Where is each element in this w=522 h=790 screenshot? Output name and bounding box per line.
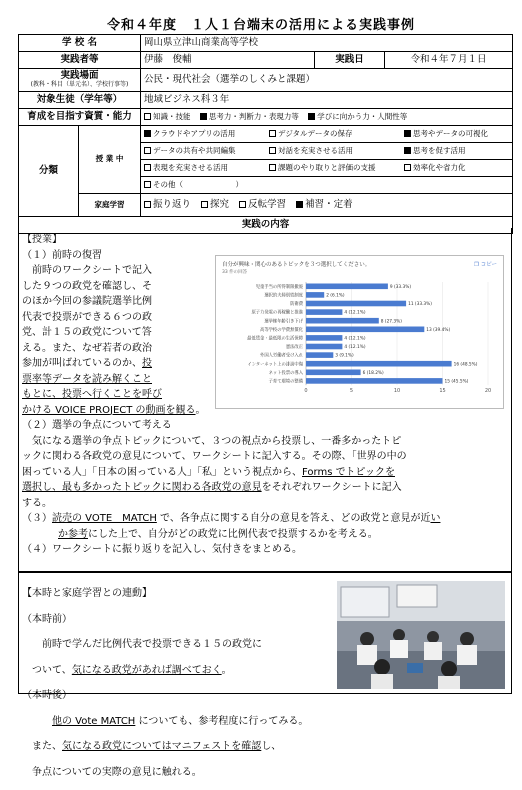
checkbox-icon bbox=[200, 113, 207, 120]
category-label: 原子力発電の再稼働と推進 bbox=[251, 310, 303, 316]
step4-line: （４）ワークシートに振り返りを記入し、気付きをまとめる。 bbox=[22, 544, 302, 555]
info-table bbox=[18, 34, 513, 234]
step1-line: 前時のワークシートで記入 bbox=[22, 265, 152, 276]
data-label: 16 (48.5%) bbox=[453, 362, 478, 368]
checkbox-icon bbox=[269, 130, 276, 137]
category-label: 憲法改正 bbox=[285, 345, 303, 351]
category-label: ネット投票の導入 bbox=[268, 370, 303, 376]
bar bbox=[306, 370, 361, 376]
classroom-photo bbox=[337, 581, 505, 689]
checkbox-icon bbox=[201, 201, 208, 208]
category-label: 最低賃金・最低限の生活保障 bbox=[247, 336, 303, 342]
checkbox-icon bbox=[144, 164, 151, 171]
ability-options bbox=[141, 109, 513, 126]
target-label: 対象生徒（学年等） bbox=[19, 92, 141, 109]
step1-line: のほか今回の参議院選挙比例 bbox=[22, 296, 152, 307]
target-value: 地域ビジネス科３年 bbox=[141, 92, 513, 109]
data-label: 4 (12.1%) bbox=[344, 345, 366, 351]
scene-label: 実践場面 bbox=[60, 70, 99, 82]
data-label: 4 (12.1%) bbox=[344, 336, 366, 342]
step2-line: する。 bbox=[22, 497, 52, 509]
classroom-photo-illustration bbox=[337, 581, 505, 689]
category-label: 防衛費 bbox=[290, 302, 303, 308]
copy-button[interactable]: ❐ コピー bbox=[474, 262, 497, 268]
bar bbox=[306, 361, 452, 367]
after-label: （本時後） bbox=[22, 690, 72, 701]
ability-option: 思考力・判断力・表現力等 bbox=[200, 112, 299, 121]
step2-line: 困っている人」「日本の困っている人」「私」という視点から、Forms でトピックを bbox=[22, 466, 395, 478]
home-heading: 【本時と家庭学習との連動】 bbox=[22, 588, 152, 599]
data-label: 13 (39.4%) bbox=[426, 327, 451, 333]
bar bbox=[306, 327, 424, 333]
bar bbox=[306, 352, 333, 358]
bar bbox=[306, 292, 324, 298]
checkbox-icon bbox=[404, 164, 411, 171]
bar bbox=[306, 301, 406, 307]
classification-row: クラウドやアプリの活用 デジタルデータの保存 思考やデータの可視化 bbox=[141, 126, 513, 143]
before-label: （本時前） bbox=[22, 613, 72, 625]
x-tick-label: 15 bbox=[439, 388, 446, 395]
data-label: 8 (27.3%) bbox=[380, 319, 402, 325]
content-header: 実践の内容 bbox=[19, 217, 513, 234]
category-label: 高等学校の学費無償化 bbox=[260, 327, 303, 333]
category-label: 選択的夫婦別姓制度 bbox=[264, 293, 303, 299]
bar bbox=[306, 309, 342, 315]
lesson-heading: 【授業】 bbox=[22, 234, 62, 245]
step2-line: 選択し、最も多かったトピックに関わる各政党の意見をそれぞれワークシートに記入 bbox=[22, 482, 402, 493]
step1-line: 票率等データを読み解くこと bbox=[22, 373, 152, 385]
before-line: ついて、気になる政党があれば調べておく。 bbox=[22, 664, 232, 676]
data-label: 6 (18.2%) bbox=[362, 370, 384, 376]
category-label: インターネット上の誹謗中傷 bbox=[247, 362, 303, 368]
step1-line: える。また、なぜ若者の政治 bbox=[22, 342, 152, 354]
category-label: 子育て環境の整備 bbox=[268, 379, 303, 385]
ability-option: 知識・技能 bbox=[144, 112, 191, 121]
step1-line: 参加が叫ばれているのか、投 bbox=[22, 358, 152, 369]
lesson-section bbox=[18, 228, 512, 572]
checkbox-icon bbox=[404, 130, 411, 137]
checkbox-icon bbox=[404, 147, 411, 154]
home-study-section bbox=[18, 572, 512, 778]
step2-heading: （２）選挙の争点について考える bbox=[22, 420, 172, 431]
scene-value: 公民・現代社会（選挙のしくみと課題） bbox=[141, 69, 513, 92]
category-label: 児童手当の所得制限撤廃 bbox=[255, 284, 303, 290]
category-label: 選挙権年齢引き下げ bbox=[264, 319, 303, 325]
step1-line: かける VOICE PROJECT の動画を観る。 bbox=[22, 404, 206, 416]
checkbox-icon bbox=[239, 201, 246, 208]
checkbox-icon bbox=[144, 147, 151, 154]
home-study-label: 家庭学習 bbox=[79, 194, 141, 217]
date-label: 実践日 bbox=[315, 52, 385, 69]
bar-chart-svg bbox=[216, 256, 503, 408]
checkbox-icon bbox=[144, 201, 151, 208]
category-label: 外国人労働者受け入れ bbox=[260, 353, 303, 359]
teacher-value: 伊藤 俊輔 bbox=[141, 52, 315, 69]
step1-line: した９つの政党を確認し、そ bbox=[22, 280, 152, 292]
scene-label-cell bbox=[19, 69, 141, 92]
date-value: 令和４年７月１日 bbox=[385, 52, 513, 69]
teacher-label: 実践者等 bbox=[19, 52, 141, 69]
step2-line: 気になる選挙の争点トピックについて、３つの視点から投票し、一番多かったトピ bbox=[22, 435, 402, 447]
survey-count: 33 件の回答 bbox=[222, 270, 248, 275]
data-label: 11 (33.3%) bbox=[408, 302, 432, 308]
classification-row: 表現を充実させる活用 課題のやり取りと評価の支援 効率化や省力化 bbox=[141, 160, 513, 177]
classification-row: その他（ ） bbox=[141, 177, 513, 194]
after-line: 争点についての実際の意見に触れる。 bbox=[22, 766, 202, 778]
ability-label: 育成を目指す資質・能力 bbox=[19, 109, 141, 126]
bar bbox=[306, 378, 443, 384]
checkbox-icon bbox=[269, 147, 276, 154]
bar bbox=[306, 344, 342, 350]
survey-chart bbox=[215, 255, 504, 409]
bar bbox=[306, 284, 388, 290]
step3-line: （３）読売の VOTE MATCH で、各争点に関する自分の意見を答え、どの政党と意見が近い bbox=[22, 513, 441, 524]
step1-line: 代表で投票ができる６つの政 bbox=[22, 311, 152, 323]
survey-title: 自分が興味・関心のあるトピックを３つ選択してください。 bbox=[222, 262, 371, 268]
checkbox-icon bbox=[144, 130, 151, 137]
bar bbox=[306, 318, 379, 324]
checkbox-icon bbox=[296, 201, 303, 208]
x-tick-label: 0 bbox=[304, 388, 308, 395]
bar bbox=[306, 335, 342, 341]
step3-line: か参考にした上で、自分がどの政党に比例代表で投票するかを考える。 bbox=[58, 528, 378, 540]
classification-label: 分類 bbox=[19, 126, 79, 217]
classification-row: データの共有や共同編集 対話を充実させる活用 思考を促す活用 bbox=[141, 143, 513, 160]
step1-line: もとに、投票へ行くことを呼び bbox=[22, 389, 162, 400]
ability-option: 学びに向かう力・人間性等 bbox=[308, 112, 407, 121]
step1-heading: （１）前時の復習 bbox=[22, 249, 102, 261]
school-label: 学 校 名 bbox=[19, 35, 141, 52]
copy-icon: ❐ bbox=[474, 262, 481, 268]
after-line: 他の Vote MATCH についても、参考程度に行ってみる。 bbox=[52, 715, 309, 727]
data-label: 15 (45.5%) bbox=[444, 379, 469, 385]
x-tick-label: 20 bbox=[484, 388, 492, 395]
home-study-options: 振り返り 探究 反転学習 補習・定着 bbox=[141, 194, 513, 217]
class-label: 授 業 中 bbox=[79, 126, 141, 194]
step2-line: ックに関わる各政党の意見について、ワークシートに記入する。その際、「世界の中の bbox=[22, 451, 407, 462]
page-title: 令和４年度 １人１台端末の活用による実践事例 bbox=[106, 18, 415, 33]
data-label: 2 (6.1%) bbox=[326, 293, 345, 299]
step1-line: 党、計１５の政党について答 bbox=[22, 327, 152, 338]
scene-sublabel: (教科・科目（単元名）、学校行事等) bbox=[30, 81, 129, 89]
x-tick-label: 10 bbox=[393, 388, 401, 395]
checkbox-icon bbox=[308, 113, 315, 120]
checkbox-icon bbox=[144, 181, 151, 188]
after-line: また、気になる政党についてはマニフェストを確認し、 bbox=[22, 741, 282, 752]
school-value: 岡山県立津山商業高等学校 bbox=[141, 35, 513, 52]
checkbox-icon bbox=[144, 113, 151, 120]
before-line: 前時で学んだ比例代表で投票できる１５の政党に bbox=[22, 639, 262, 650]
data-label: 9 (33.3%) bbox=[389, 284, 412, 290]
data-label: 3 (9.1%) bbox=[335, 353, 354, 359]
data-label: 4 (12.1%) bbox=[344, 310, 366, 316]
checkbox-icon bbox=[269, 164, 276, 171]
x-tick-label: 5 bbox=[349, 388, 354, 395]
